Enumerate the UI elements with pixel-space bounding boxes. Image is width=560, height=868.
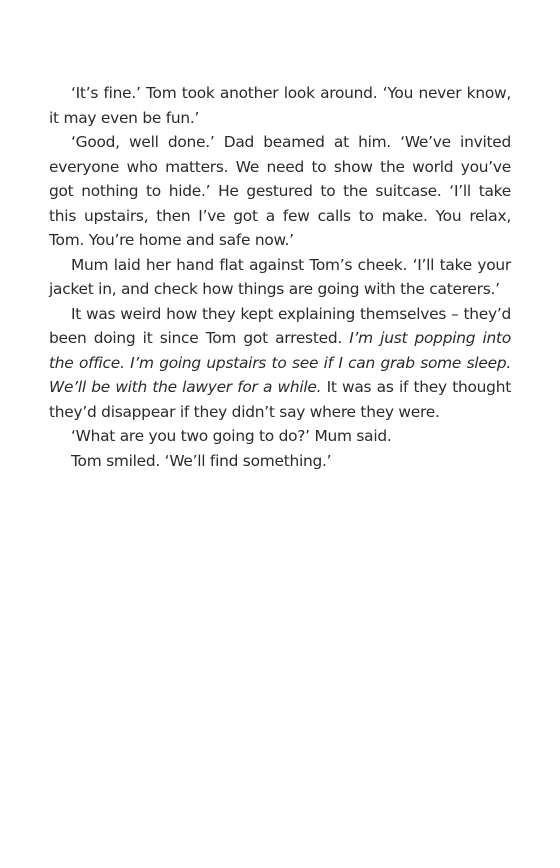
paragraph: [49, 302, 511, 425]
paragraph: Mum laid her hand flat against Tom’s cheek. ‘I’ll take your jacket in, and check how things are going with the caterers.’: [49, 255, 511, 298]
page-text: [49, 81, 511, 473]
paragraph-text: It was weird how they kept explaining themselves – they’d been doing it since Tom got arrested.: [49, 304, 511, 347]
paragraph: Tom smiled. ‘We’ll find something.’: [71, 451, 332, 470]
paragraph-text: It was as if they thought they’d disappear if they didn’t say where they were.: [49, 378, 511, 421]
paragraph: ‘It’s fine.’ Tom took another look around. ‘You never know, it may even be fun.’: [49, 84, 511, 127]
italic-thoughts: I’m just popping into the office. I’m going upstairs to see if I can grab some sleep. We’ll be with the lawyer for a while.: [49, 329, 511, 396]
paragraph: ‘What are you two going to do?’ Mum said.: [71, 427, 392, 445]
paragraph: ‘Good, well done.’ Dad beamed at him. ‘We’ve invited everyone who matters. We need to show the world you’ve got nothing to hide.’ He gestured to the suitcase. ‘I’ll take this upstairs, then I’ve got a few calls to make. You relax, Tom. You’re home and safe now.’: [49, 133, 511, 249]
